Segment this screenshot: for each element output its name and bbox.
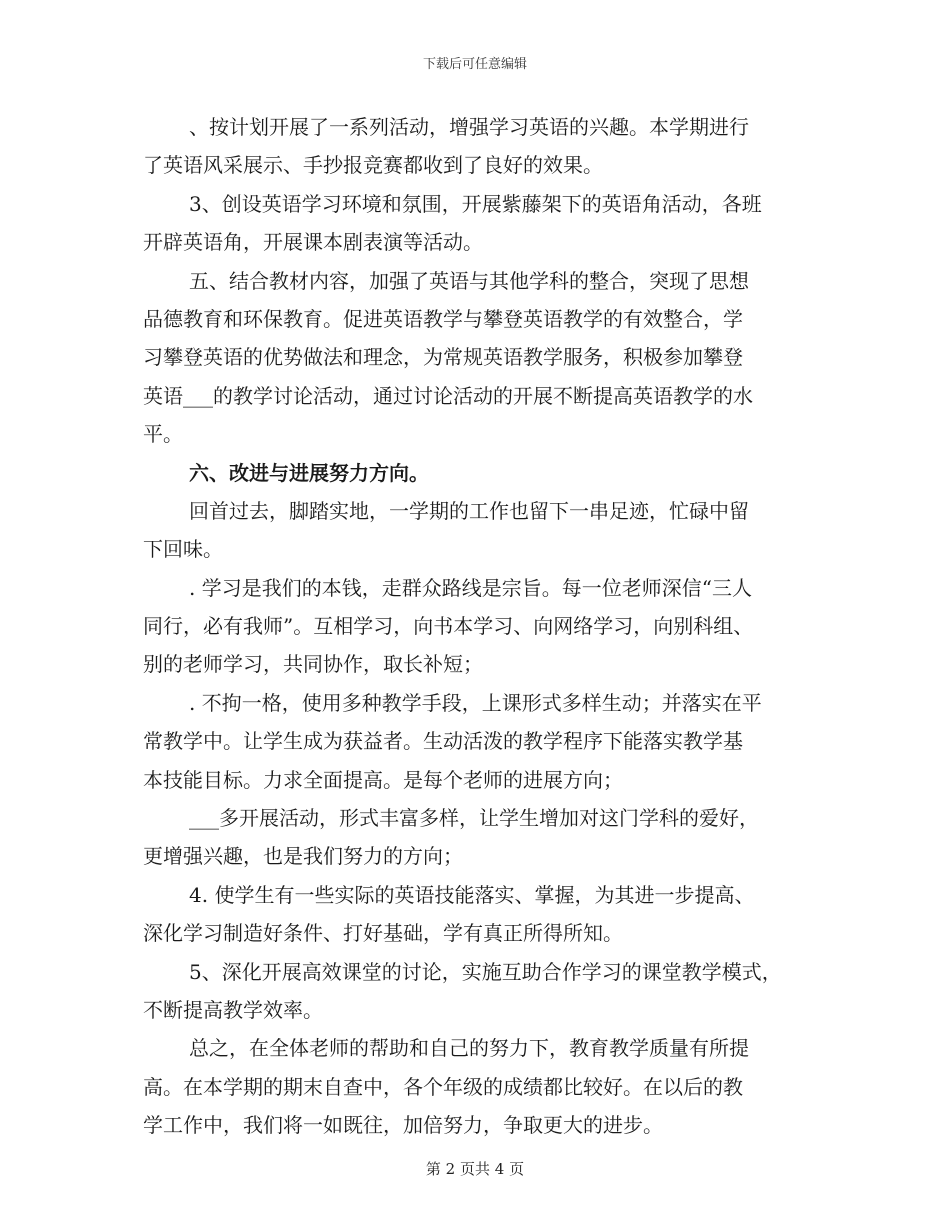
text-line: 品德教育和环保教育。促进英语教学与攀登英语教学的有效整合，学 [143,306,743,331]
text-line: 更增强兴趣，也是我们努力的方向； [143,844,463,869]
text-line: 了英语风采展示、手抄报竞赛都收到了良好的效果。 [143,153,603,178]
page-header: 下载后可任意编辑 [422,57,527,72]
page-footer: 第 2 页共 4 页 [425,1160,525,1178]
text-line: 习攀登英语的优势做法和理念，为常规英语教学服务，积极参加攀登 [143,345,743,370]
text-line: 4. 使学生有一些实际的英语技能落实、掌握，为其进一步提高、 [189,882,755,907]
text-line: 同行，必有我师”。互相学习，向书本学习、向网络学习，向别科组、 [143,614,754,639]
text-line: 学工作中，我们将一如既往，加倍努力，争取更大的进步。 [143,1113,663,1138]
text-line: 五、结合教材内容，加强了英语与其他学科的整合，突现了思想 [189,268,749,293]
text-line: 深化学习制造好条件、打好基础，学有真正所得所知。 [143,921,623,946]
text-line: . 不拘一格，使用多种教学手段，上课形式多样生动；并落实在平 [189,690,762,715]
text-line: 常教学中。让学生成为获益者。生动活泼的教学程序下能落实教学基 [143,729,743,754]
text-line: 总之，在全体老师的帮助和自己的努力下，教育教学质量有所提 [189,1036,749,1061]
text-line: ___多开展活动，形式丰富多样，让学生增加对这门学科的爱好， [189,806,759,831]
text-line: 回首过去，脚踏实地，一学期的工作也留下一串足迹，忙碌中留 [189,498,749,523]
text-line: 不断提高教学效率。 [143,997,323,1022]
text-line: 3、创设英语学习环境和氛围，开展紫藤架下的英语角活动，各班 [189,191,762,216]
text-line: 5、深化开展高效课堂的讨论，实施互助合作学习的课堂教学模式， [189,959,782,984]
document-body [143,108,823,1145]
section-heading: 六、改进与进展努力方向。 [189,460,429,485]
text-line: 高。在本学期的期末自查中，各个年级的成绩都比较好。在以后的教 [143,1074,743,1099]
text-line: 开辟英语角，开展课本剧表演等活动。 [143,230,483,255]
text-line: 下回味。 [143,537,223,562]
text-line: 平。 [143,422,183,447]
text-line: 别的老师学习，共同协作，取长补短； [143,652,483,677]
text-line: 、按计划开展了一系列活动，增强学习英语的兴趣。本学期进行 [189,115,749,139]
text-line: . 学习是我们的本钱，走群众路线是宗旨。每一位老师深信“三人 [189,575,752,600]
text-line: 英语___的教学讨论活动，通过讨论活动的开展不断提高英语教学的水 [143,383,753,408]
text-line: 本技能目标。力求全面提高。是每个老师的进展方向； [143,767,623,792]
